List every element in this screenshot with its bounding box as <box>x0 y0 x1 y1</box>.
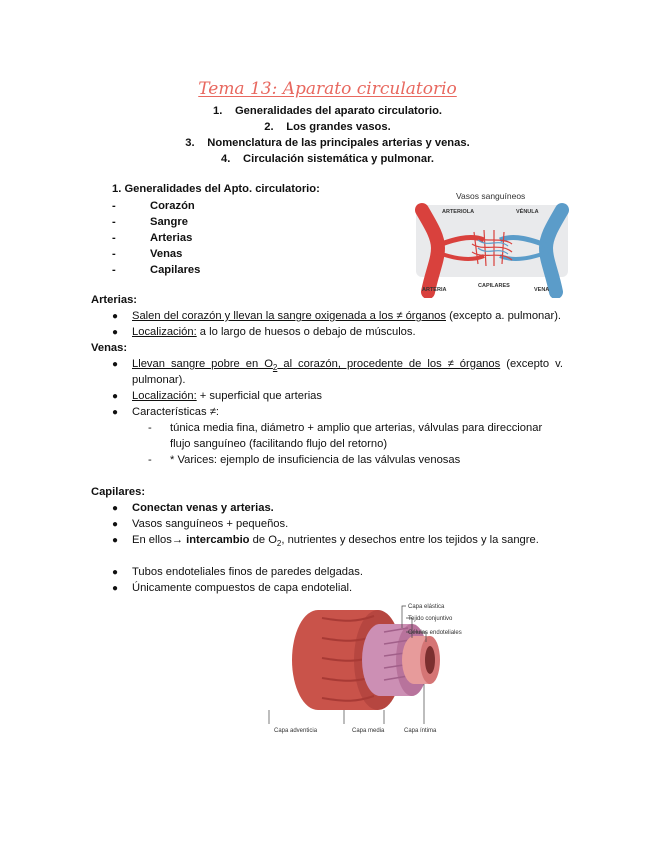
arterias-heading: Arterias: <box>91 294 138 306</box>
vessel-layers-figure <box>256 598 516 738</box>
capilares-bullet-4: ● Tubos endoteliales finos de paredes delgadas. <box>112 566 363 578</box>
venas-sub-2: - * Varices: ejemplo de insuficiencia de las válvulas venosas <box>148 454 461 466</box>
section1-item: - Capilares <box>112 264 201 276</box>
capilares-bullet-5: ● Únicamente compuestos de capa endotelial. <box>112 582 353 594</box>
venas-sub-1-cont: flujo sanguíneo (facilitando flujo del retorno) <box>170 438 388 450</box>
capilares-bullet-1: ● Conectan venas y arterias. <box>112 502 274 514</box>
section1-item: - Arterias <box>112 232 193 244</box>
venas-bullet-1-cont: pulmonar). <box>132 374 186 386</box>
label-capilares: CAPILARES <box>478 283 510 289</box>
label-venula: VÉNULA <box>516 209 539 215</box>
toc-item-2: 2. Los grandes vasos. <box>264 121 391 133</box>
capilares-bullet-2: ● Vasos sanguíneos + pequeños. <box>112 518 289 530</box>
toc-item-1: 1. Generalidades del aparato circulatorio. <box>212 105 443 117</box>
label-capa-intima: Capa íntima <box>404 728 437 734</box>
label-capa-adventicia: Capa adventicia <box>274 728 318 734</box>
venas-bullet-3: ● Características ≠: <box>112 406 219 418</box>
vessels-figure-title: Vasos sanguíneos <box>456 191 526 201</box>
label-arteria: ARTERIA <box>422 287 447 293</box>
label-capa-elastica: Capa elástica <box>408 604 445 610</box>
toc-item-4: 4. Circulación sistemática y pulmonar. <box>221 153 434 165</box>
venas-bullet-1: ● Llevan sangre pobre en $O_2$ al corazón, procedente de los ≠ órganos (excepto v. <box>112 358 563 373</box>
toc-item-3: 3. Nomenclatura de las principales arterias y venas. <box>185 137 470 149</box>
section1-item: - Sangre <box>112 216 188 228</box>
venas-bullet-2: ● Localización: + superficial que arterias <box>112 390 322 402</box>
label-vena: VENA <box>534 287 550 293</box>
section1-item: - Corazón <box>112 200 195 212</box>
page-title: Tema 13: Aparato circulatorio <box>198 79 457 99</box>
capilares-bullet-3: ● En ellos→ intercambio de $O_2$, nutrientes y desechos entre los tejidos y la sangre. <box>112 534 539 549</box>
label-arteriola: ARTERIOLA <box>442 209 475 215</box>
section1-item: - Venas <box>112 248 183 260</box>
label-celulas-endoteliales: Células endoteliales <box>408 630 462 636</box>
arterias-bullet-1: ● Salen del corazón y llevan la sangre oxigenada a los ≠ órganos (excepto a. pulmonar). <box>112 310 562 322</box>
venas-sub-1: - túnica media fina, diámetro + amplio que arterias, válvulas para direccionar <box>148 422 543 434</box>
blood-vessels-figure <box>412 186 572 298</box>
venas-heading: Venas: <box>91 342 128 354</box>
section1-heading: 1. Generalidades del Apto. circulatorio: <box>112 183 320 195</box>
label-capa-media: Capa media <box>352 728 385 734</box>
arterias-bullet-2: ● Localización: a lo largo de huesos o debajo de músculos. <box>112 326 416 338</box>
label-tejido-conjuntivo: Tejido conjuntivo <box>408 616 453 622</box>
capilares-heading: Capilares: <box>91 486 146 498</box>
